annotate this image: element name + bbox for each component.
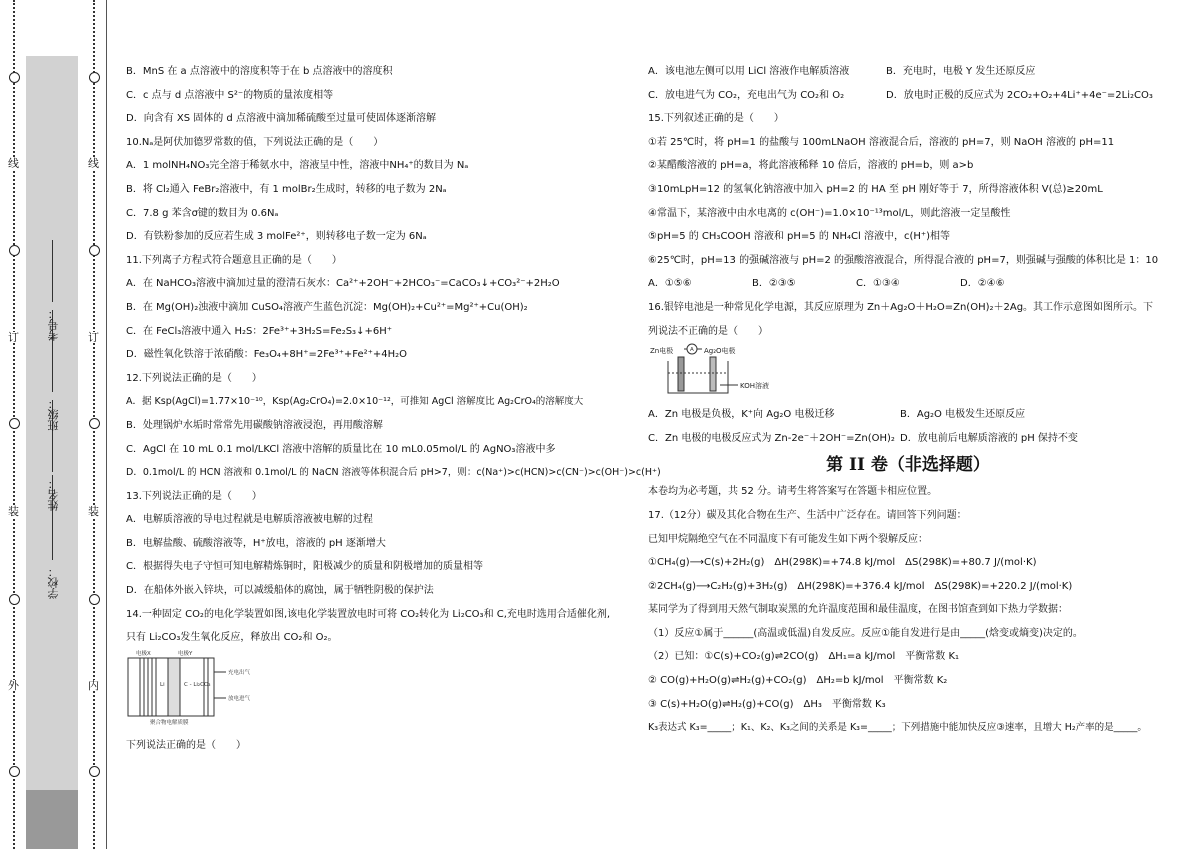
question-line: ⑥25℃时，pH=13 的强碱溶液与 pH=2 的强酸溶液混合，所得混合液的 pH=7，则强碱与强酸的体积比是 1：10 [648, 254, 1159, 266]
binding-margin [0, 0, 110, 849]
info-strip-footer [26, 790, 78, 849]
question-12-stem: 12.下列说法正确的是（ ） [126, 372, 262, 384]
question-14-stem: 14.一种固定 CO₂的电化学装置如图,该电化学装置放电时可将 CO₂转化为 Li₂CO₃和 C,充电时选用合适催化剂, [126, 608, 611, 620]
electrode-x-label: 电极X [136, 650, 151, 657]
c-li2co3-label: C - Li₂CO₃ [184, 681, 211, 688]
option-b: B．Ag₂O 电极发生还原反应 [900, 409, 1026, 421]
question-line: A．据 Ksp(AgCl)=1.77×10⁻¹⁰，Ksp(Ag₂CrO₄)=2.0×10⁻¹²，可推知 AgCl 溶解度比 Ag₂CrO₄的溶解度大 [126, 396, 584, 408]
hole-circle [9, 594, 20, 605]
hole-circle [89, 594, 100, 605]
question-15-options [648, 272, 1168, 296]
question-line: ③10mLpH=12 的氢氧化钠溶液中加入 pH=2 的 HA 至 pH 刚好等于 7，所得溶液体积 V(总)≥20mL [648, 183, 1103, 195]
option-d: D．②④⑥ [960, 278, 1005, 290]
ammeter-label: A [690, 347, 694, 354]
option-d: D．放电时正极的反应式为 2CO₂+O₂+4Li⁺+4e⁻=2Li₂CO₃ [886, 89, 1153, 101]
li-label: Li [160, 681, 165, 688]
field-exam-number: 考号： [47, 308, 60, 341]
question-17-part-1: （1）反应①属于______(高温或低温)自发反应。反应①能自发进行是由_____(焓变或熵变)决定的。 [648, 627, 1083, 639]
option-row [648, 427, 1168, 451]
question-line: D．在船体外嵌入锌块，可以减缓船体的腐蚀，属于牺牲阴极的保护法 [126, 585, 434, 597]
electrolyte-label: 聚合物电解质膜 [150, 719, 189, 726]
hole-circle [9, 72, 20, 83]
right-column [648, 60, 1168, 740]
field-name: 姓名： [47, 478, 60, 511]
option-a: A．①⑤⑥ [648, 278, 692, 290]
electrode-y-label: 电极Y [178, 650, 193, 657]
option-row [648, 403, 1168, 427]
equilibrium-2: ② CO(g)+H₂O(g)⇌H₂(g)+CO₂(g) ΔH₂=b kJ/mol 平衡常数 K₂ [648, 675, 948, 687]
outer-label-zhuang: 装 [8, 505, 19, 518]
question-17-stem: 17.（12分）碳及其化合物在生产、生活中广泛存在。请回答下列问题： [648, 509, 967, 521]
page-border [106, 0, 107, 849]
question-line: B．处理锅炉水垢时常常先用碳酸钠溶液浸泡，再用酸溶解 [126, 419, 383, 431]
hole-circle [89, 72, 100, 83]
field-school: 学校： [47, 566, 60, 599]
option-a: A．Zn 电极是负极，K⁺向 Ag₂O 电极迁移 [648, 409, 835, 421]
discharge-gas-label: 放电进气 [228, 695, 251, 702]
option-b: B．②③⑤ [752, 278, 796, 290]
reaction-1: ①CH₄(g)⟶C(s)+2H₂(g) ΔH(298K)=+74.8 kJ/mol ΔS(298K)=+80.7 J/(mol·K) [648, 557, 1037, 569]
question-line: D．0.1mol/L 的 HCN 溶液和 0.1mol/L 的 NaCN 溶液等体积混合后 pH>7，则：c(Na⁺)>c(HCN)>c(CN⁻)>c(OH⁻)>c(H⁺) [126, 467, 661, 479]
hole-circle [89, 245, 100, 256]
equilibrium-3: ③ C(s)+H₂O(g)⇌H₂(g)+CO(g) ΔH₃ 平衡常数 K₃ [648, 698, 886, 710]
reaction-2: ②2CH₄(g)⟶C₂H₂(g)+3H₂(g) ΔH(298K)=+376.4 kJ/mol ΔS(298K)=+220.2 J/(mol·K) [648, 580, 1073, 592]
charge-gas-label: 充电出气 [228, 669, 251, 676]
option-row [648, 84, 1168, 108]
question-11-stem: 11.下列离子方程式符合题意且正确的是（ ） [126, 254, 342, 266]
question-line: B．MnS 在 a 点溶液中的溶度积等于在 b 点溶液中的溶度积 [126, 66, 393, 77]
question-line: C．7.8 g 苯含σ键的数目为 0.6Nₐ [126, 207, 279, 219]
field-class: 班级： [47, 398, 60, 431]
zn-electrode-label: Zn电极 [650, 347, 674, 356]
inner-label-ding: 订 [88, 331, 99, 344]
question-line: ④常温下，某溶液中由水电离的 c(OH⁻)=1.0×10⁻¹³mol/L，则此溶液一定呈酸性 [648, 207, 1011, 219]
hole-circle [9, 245, 20, 256]
question-line: 列说法不正确的是（ ） [648, 325, 768, 337]
outer-label-xian: 线 [8, 157, 19, 170]
option-row [648, 60, 1168, 84]
question-10-stem: 10.Nₐ是阿伏加德罗常数的值，下列说法正确的是（ ） [126, 136, 384, 148]
field-exam-number-line[interactable] [52, 240, 53, 302]
question-14-tail: 下列说法正确的是（ ） [126, 739, 246, 751]
option-c: C．Zn 电极的电极反应式为 Zn-2e⁻＋2OH⁻=Zn(OH)₂ [648, 432, 895, 444]
hole-circle [9, 418, 20, 429]
option-a: A．该电池左侧可以用 LiCl 溶液作电解质溶液 [648, 66, 850, 77]
inner-label-xian: 线 [88, 157, 99, 170]
question-line: A．1 molNH₄NO₃完全溶于稀氨水中，溶液呈中性，溶液中NH₄⁺的数目为 Nₐ [126, 160, 469, 172]
question-17-part-2: （2）已知：①C(s)+CO₂(g)⇌2CO(g) ΔH₁=a kJ/mol 平衡常数 K₁ [648, 651, 960, 663]
question-line: A．在 NaHCO₃溶液中滴加过量的澄清石灰水：Ca²⁺+2OH⁻+2HCO₃⁻=CaCO₃↓+CO₃²⁻+2H₂O [126, 278, 560, 290]
question-16-stem: 16.银锌电池是一种常见化学电源，其反应原理为 Zn＋Ag₂O＋H₂O=Zn(OH)₂＋2Ag。其工作示意图如图所示。下 [648, 301, 1154, 313]
question-line: ②某醋酸溶液的 pH=a，将此溶液稀释 10 倍后，溶液的 pH=b，则 a>b [648, 160, 974, 172]
left-column [126, 60, 661, 757]
koh-label: KOH溶液 [740, 382, 769, 391]
section-instructions: 本卷均为必考题，共 52 分。请考生将答案写在答题卡相应位置。 [648, 486, 938, 498]
option-b: B．充电时，电极 Y 发生还原反应 [886, 66, 1036, 77]
inner-label-zhuang: 装 [88, 505, 99, 518]
outer-label-ding: 订 [8, 331, 19, 344]
question-line: 只有 Li₂CO₃发生氧化反应，释放出 CO₂和 O₂。 [126, 632, 338, 644]
option-c: C．①③④ [856, 278, 900, 290]
question-line: 已知甲烷隔绝空气在不同温度下有可能发生如下两个裂解反应： [648, 533, 928, 545]
question-line: A．电解质溶液的导电过程就是电解质溶液被电解的过程 [126, 514, 373, 526]
question-line: C．c 点与 d 点溶液中 S²⁻的物质的量浓度相等 [126, 89, 334, 101]
option-d: D．放电前后电解质溶液的 pH 保持不变 [900, 432, 1078, 444]
question-line: B．电解盐酸、硫酸溶液等，H⁺放电，溶液的 pH 逐渐增大 [126, 537, 386, 549]
silver-zinc-cell-diagram [648, 343, 1168, 403]
question-line: B．在 Mg(OH)₂浊液中滴加 CuSO₄溶液产生蓝色沉淀：Mg(OH)₂+Cu²⁺=Mg²⁺+Cu(OH)₂ [126, 301, 528, 313]
question-line: C．在 FeCl₃溶液中通入 H₂S：2Fe³⁺+3H₂S=Fe₂S₃↓+6H⁺ [126, 325, 392, 337]
hole-circle [89, 418, 100, 429]
question-line: D．有铁粉参加的反应若生成 3 molFe²⁺，则转移电子数一定为 6Nₐ [126, 231, 427, 243]
section-title: 第 II 卷（非选择题） [826, 455, 990, 476]
hole-circle [89, 766, 100, 777]
question-line: C．根据得失电子守恒可知电解精炼铜时，阳极减少的质量和阴极增加的质量相等 [126, 561, 483, 573]
question-15-stem: 15.下列叙述正确的是（ ） [648, 113, 784, 125]
co2-cell-diagram [126, 650, 630, 728]
question-line: ①若 25℃时，将 pH=1 的盐酸与 100mLNaOH 溶液混合后，溶液的 pH=7，则 NaOH 溶液的 pH=11 [648, 136, 1115, 148]
ag2o-electrode-label: Ag₂O电极 [704, 347, 736, 356]
outer-label-wai: 外 [8, 679, 19, 692]
question-13-stem: 13.下列说法正确的是（ ） [126, 490, 262, 502]
question-line: B．将 Cl₂通入 FeBr₂溶液中，有 1 molBr₂生成时，转移的电子数为 2Nₐ [126, 183, 447, 195]
question-line: ⑤pH=5 的 CH₃COOH 溶液和 pH=5 的 NH₄Cl 溶液中，c(H⁺)相等 [648, 231, 951, 243]
option-c: C．放电进气为 CO₂，充电出气为 CO₂和 O₂ [648, 89, 845, 101]
question-line: D．向含有 XS 固体的 d 点溶液中滴加稀硫酸至过量可使固体逐渐溶解 [126, 113, 436, 125]
inner-label-nei: 内 [88, 679, 99, 692]
question-line: C．AgCl 在 10 mL 0.1 mol/LKCl 溶液中溶解的质量比在 10 mL0.05mol/L 的 AgNO₃溶液中多 [126, 443, 556, 455]
question-line: 某同学为了得到用天然气制取炭黑的允许温度范围和最佳温度，在图书馆查到如下热力学数据： [648, 604, 1068, 616]
question-17-blanks: K₃表达式 K₃=_____；K₁、K₂、K₃之间的关系是 K₃=_____；下列措施中能加快反应③速率，且增大 H₂产率的是_____。 [648, 722, 1147, 734]
question-line: D．磁性氧化铁溶于浓硝酸：Fe₃O₄+8H⁺=2Fe³⁺+Fe²⁺+4H₂O [126, 349, 408, 361]
hole-circle [9, 766, 20, 777]
